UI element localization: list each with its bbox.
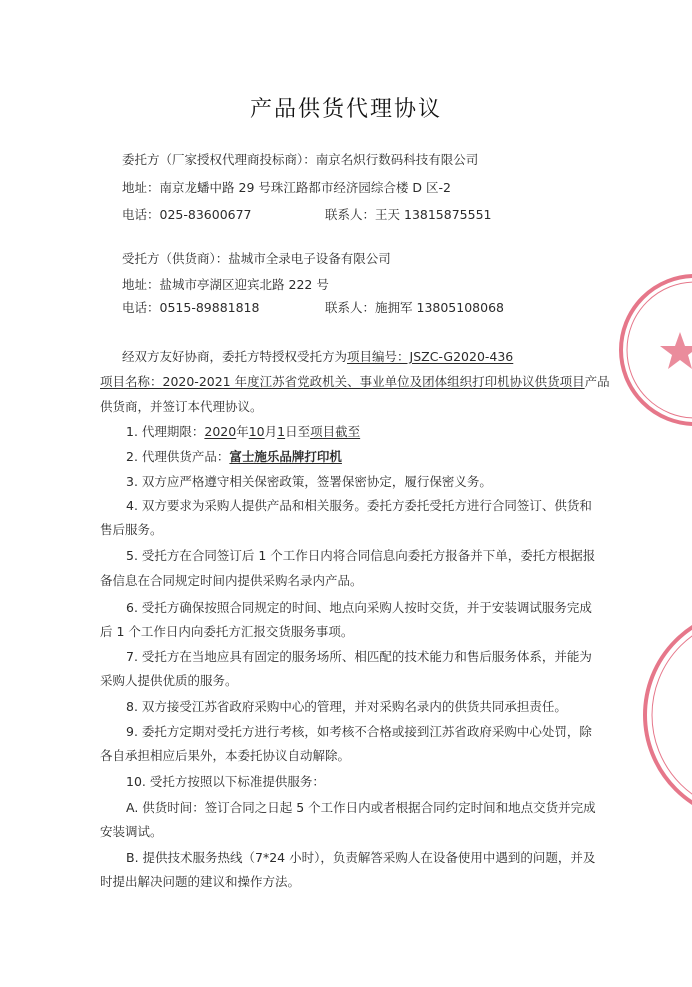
term-prefix: 1. 代理期限： (126, 424, 205, 439)
principal-contact-line (325, 205, 491, 223)
principal-contact: 王天 13815875551 (375, 207, 492, 222)
agent-phone-label: 电话： (122, 300, 160, 315)
agent-name: 盐城市全录电子设备有限公司 (228, 251, 391, 266)
seal-glyph (621, 276, 692, 424)
principal-phone-line (122, 205, 252, 223)
seal-glyph (645, 615, 692, 820)
intro-tail: 产品 (584, 374, 610, 389)
agent-phone: 0515-89881818 (159, 300, 260, 315)
clause-line: 3. 双方应严格遵守相关保密政策，签署保密协定，履行保密义务。 (126, 474, 492, 489)
intro-line-2 (100, 372, 610, 390)
agent-address-line (122, 275, 329, 293)
clause-line: 各自承担相应后果外，本委托协议自动解除。 (100, 748, 351, 763)
principal-label: 委托方（厂家授权代理商投标商）： (122, 152, 316, 167)
agent-contact-label: 联系人： (325, 300, 376, 315)
term-day: 1 (277, 424, 286, 439)
document-title: 产品供货代理协议 (249, 97, 442, 122)
term-until: 项目截至 (310, 424, 361, 439)
term-month: 10 (248, 424, 265, 439)
term-month-unit: 月 (264, 424, 278, 439)
principal-address-label: 地址： (122, 180, 160, 195)
clause-line: 备信息在合同规定时间内提供采购名录内产品。 (100, 573, 363, 588)
clause-line: 8. 双方接受江苏省政府采购中心的管理，并对采购名录内的供货共同承担责任。 (126, 699, 567, 714)
clause-line: 采购人提供优质的服务。 (100, 673, 238, 688)
clause-line: A. 供货时间：签订合同之日起 5 个工作日内或者根据合同约定时间和地点交货并完成 (126, 800, 596, 815)
intro-text: 经双方友好协商，委托方特授权受托方为 (122, 349, 348, 364)
clause-line: 6. 受托方确保按照合同规定的时间、地点向采购人按时交货，并于安装调试服务完成 (126, 600, 592, 615)
intro-line-1 (122, 347, 513, 365)
principal-address: 南京龙蟠中路 29 号珠江路都市经济园综合楼 D 区-2 (159, 180, 451, 195)
clause-line: 5. 受托方在合同签订后 1 个工作日内将合同信息向委托方报备并下单，委托方根据报 (126, 548, 596, 563)
agent-contact-line (325, 298, 504, 316)
clause-line: 安装调试。 (100, 824, 163, 839)
clause-line: 售后服务。 (100, 522, 163, 537)
principal-contact-label: 联系人： (325, 207, 376, 222)
product-prefix: 2. 代理供货产品： (126, 449, 230, 464)
agent-label: 受托方（供货商）： (122, 251, 229, 266)
clause-line: 后 1 个工作日内向委托方汇报交货服务事项。 (100, 624, 354, 639)
agent-address: 盐城市亭湖区迎宾北路 222 号 (159, 277, 329, 292)
principal-name: 南京名炽行数码科技有限公司 (315, 152, 479, 167)
product-line (126, 447, 342, 465)
clause-line: 10. 受托方按照以下标准提供服务： (126, 774, 325, 789)
clause-line: 4. 双方要求为采购人提供产品和相关服务。委托方委托受托方进行合同签订、供货和 (126, 498, 592, 513)
project-name: 项目名称：2020-2021 年度江苏省党政机关、事业单位及团体组织打印机协议供货项目 (100, 374, 585, 389)
agent-phone-line (122, 298, 259, 316)
project-number: 项目编号：JSZC-G2020-436 (347, 349, 514, 364)
agent-address-label: 地址： (122, 277, 160, 292)
term-day-unit: 日至 (285, 424, 311, 439)
clause-line: 7. 受托方在当地应具有固定的服务场所、相匹配的技术能力和售后服务体系，并能为 (126, 649, 592, 664)
term-year: 2020 (204, 424, 237, 439)
agent-contact: 施拥军 13805108068 (375, 300, 504, 315)
principal-address-line (122, 178, 451, 196)
principal-phone: 025-83600677 (159, 207, 252, 222)
principal-company-seal (640, 615, 692, 855)
clause-line: 时提出解决问题的建议和操作方法。 (100, 874, 301, 889)
principal-phone-label: 电话： (122, 207, 160, 222)
product-name: 富士施乐品牌打印机 (229, 449, 342, 464)
principal-line (122, 150, 478, 168)
agent-company-seal (600, 270, 692, 440)
agent-line (122, 249, 391, 267)
term-line (126, 422, 360, 440)
clause-line: B. 提供技术服务热线（7*24 小时），负责解答采购人在设备使用中遇到的问题，并及 (126, 850, 596, 865)
term-year-unit: 年 (236, 424, 249, 439)
clause-line: 9. 委托方定期对受托方进行考核，如考核不合格或接到江苏省政府采购中心处罚，除 (126, 724, 592, 739)
intro-line-3: 供货商，并签订本代理协议。 (100, 399, 263, 414)
